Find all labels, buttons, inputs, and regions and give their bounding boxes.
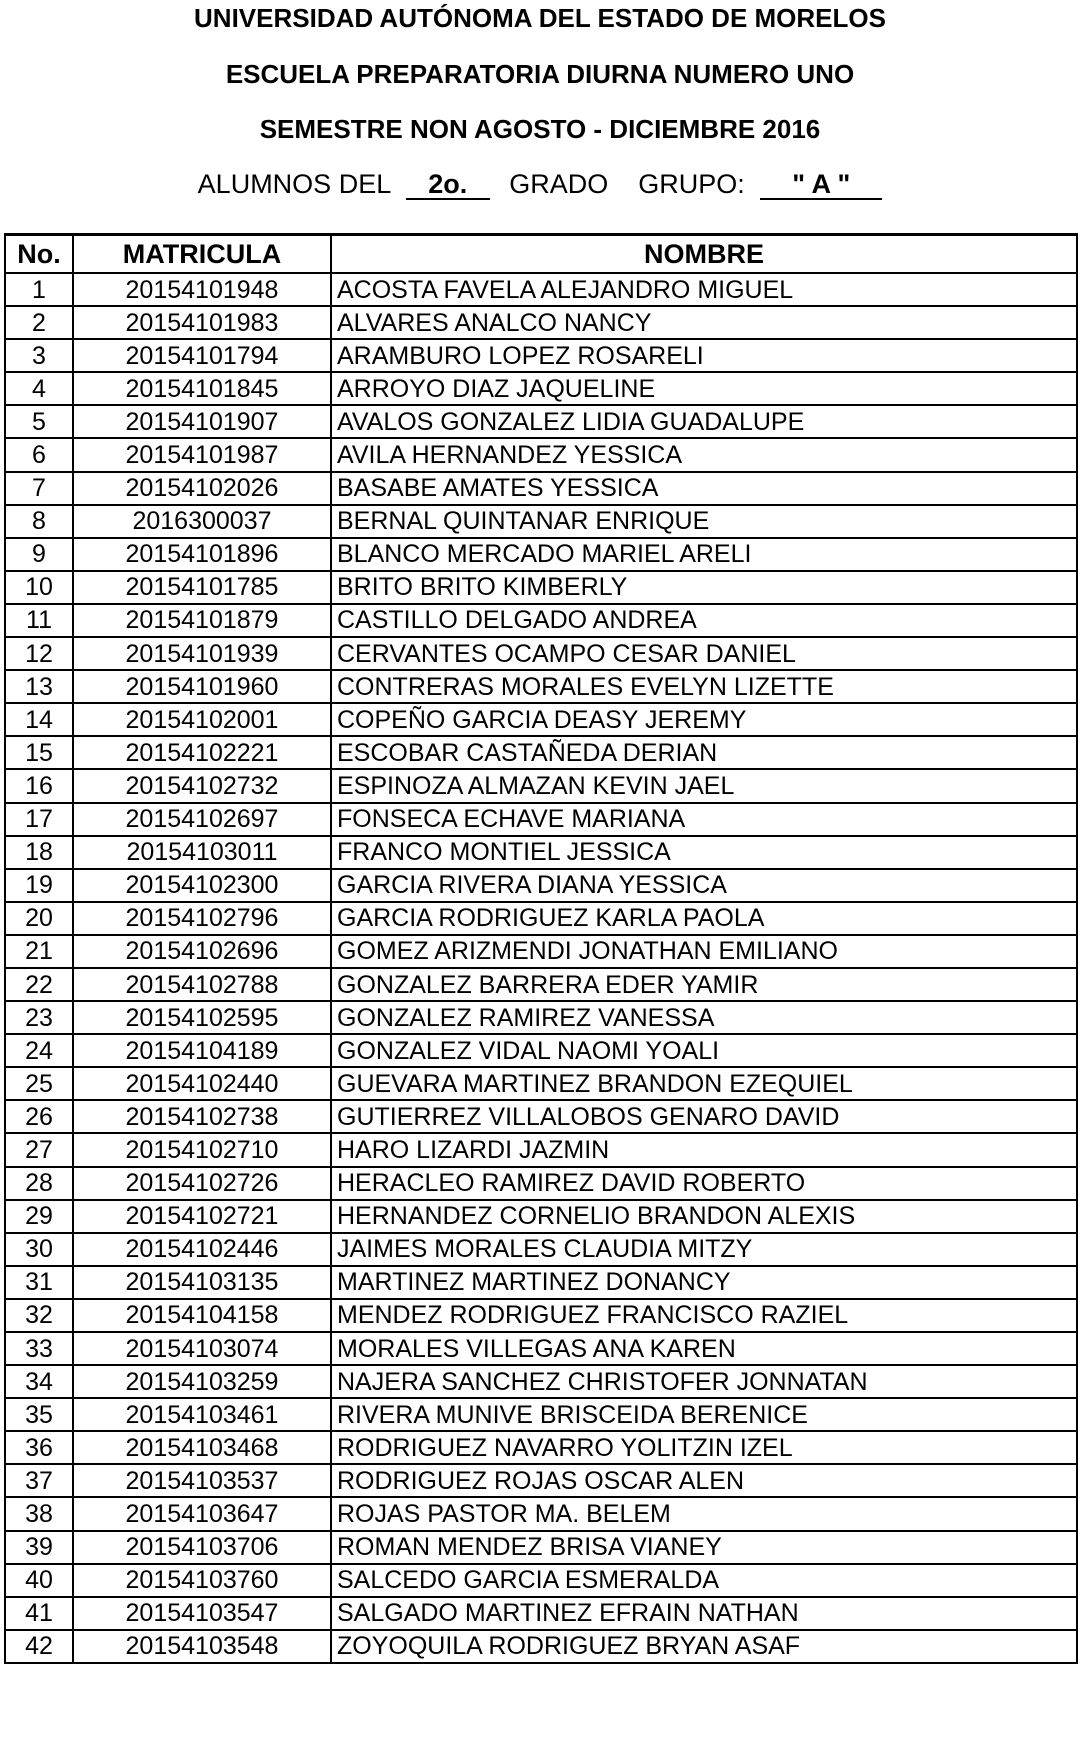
row-number: 9: [5, 538, 73, 571]
table-row: [5, 273, 1077, 306]
row-matricula: 20154102738: [73, 1100, 331, 1133]
row-matricula: 20154103011: [73, 836, 331, 869]
row-number: 4: [5, 372, 73, 405]
row-nombre: SALGADO MARTINEZ EFRAIN NATHAN: [331, 1597, 1077, 1630]
row-matricula: 20154102788: [73, 968, 331, 1001]
student-roster-table: [4, 233, 1078, 1664]
row-nombre: SALCEDO GARCIA ESMERALDA: [331, 1564, 1077, 1597]
row-nombre: BASABE AMATES YESSICA: [331, 472, 1077, 505]
column-header-no: No.: [5, 235, 73, 274]
table-header-row: [5, 235, 1077, 274]
students-label: ALUMNOS DEL: [197, 169, 391, 199]
row-nombre: ARAMBURO LOPEZ ROSARELI: [331, 339, 1077, 372]
table-row: [5, 1597, 1077, 1630]
table-row: [5, 1531, 1077, 1564]
semester-title: SEMESTRE NON AGOSTO - DICIEMBRE 2016: [259, 114, 821, 144]
table-row: [5, 637, 1077, 670]
row-number: 1: [5, 273, 73, 306]
table-row: [5, 1497, 1077, 1530]
row-matricula: 20154102696: [73, 935, 331, 968]
row-matricula: 20154101907: [73, 405, 331, 438]
row-number: 8: [5, 505, 73, 538]
school-title: ESCUELA PREPARATORIA DIURNA NUMERO UNO: [225, 59, 855, 89]
table-row: [5, 1630, 1077, 1663]
row-matricula: 20154101845: [73, 372, 331, 405]
row-nombre: JAIMES MORALES CLAUDIA MITZY: [331, 1233, 1077, 1266]
group-line: [0, 168, 1080, 200]
table-row: [5, 1034, 1077, 1067]
row-nombre: GUTIERREZ VILLALOBOS GENARO DAVID: [331, 1100, 1077, 1133]
row-nombre: CERVANTES OCAMPO CESAR DANIEL: [331, 637, 1077, 670]
row-matricula: 20154101987: [73, 438, 331, 471]
row-number: 20: [5, 902, 73, 935]
row-number: 30: [5, 1233, 73, 1266]
group-value: " A ": [760, 170, 882, 200]
row-nombre: HERACLEO RAMIREZ DAVID ROBERTO: [331, 1167, 1077, 1200]
table-row: [5, 538, 1077, 571]
table-row: [5, 935, 1077, 968]
row-nombre: ROJAS PASTOR MA. BELEM: [331, 1497, 1077, 1530]
row-nombre: AVILA HERNANDEZ YESSICA: [331, 438, 1077, 471]
row-number: 14: [5, 703, 73, 736]
row-nombre: GONZALEZ VIDAL NAOMI YOALI: [331, 1034, 1077, 1067]
row-matricula: 20154101794: [73, 339, 331, 372]
row-number: 39: [5, 1531, 73, 1564]
row-number: 38: [5, 1497, 73, 1530]
row-matricula: 20154103548: [73, 1630, 331, 1663]
row-nombre: ALVARES ANALCO NANCY: [331, 306, 1077, 339]
row-matricula: 20154101785: [73, 571, 331, 604]
table-row: [5, 1564, 1077, 1597]
row-matricula: 20154103547: [73, 1597, 331, 1630]
row-matricula: 20154102710: [73, 1133, 331, 1166]
row-nombre: MENDEZ RODRIGUEZ FRANCISCO RAZIEL: [331, 1299, 1077, 1332]
table-row: [5, 372, 1077, 405]
row-matricula: 2016300037: [73, 505, 331, 538]
row-number: 12: [5, 637, 73, 670]
row-nombre: ESPINOZA ALMAZAN KEVIN JAEL: [331, 769, 1077, 802]
row-nombre: GARCIA RIVERA DIANA YESSICA: [331, 869, 1077, 902]
column-header-nombre: NOMBRE: [331, 235, 1077, 274]
row-nombre: CASTILLO DELGADO ANDREA: [331, 604, 1077, 637]
row-nombre: AVALOS GONZALEZ LIDIA GUADALUPE: [331, 405, 1077, 438]
table-row: [5, 836, 1077, 869]
row-matricula: 20154103259: [73, 1365, 331, 1398]
row-nombre: GUEVARA MARTINEZ BRANDON EZEQUIEL: [331, 1067, 1077, 1100]
row-number: 3: [5, 339, 73, 372]
row-nombre: COPEÑO GARCIA DEASY JEREMY: [331, 703, 1077, 736]
row-number: 18: [5, 836, 73, 869]
row-nombre: GARCIA RODRIGUEZ KARLA PAOLA: [331, 902, 1077, 935]
row-number: 6: [5, 438, 73, 471]
row-nombre: GONZALEZ BARRERA EDER YAMIR: [331, 968, 1077, 1001]
row-number: 2: [5, 306, 73, 339]
row-matricula: 20154101939: [73, 637, 331, 670]
row-number: 13: [5, 670, 73, 703]
row-matricula: 20154101960: [73, 670, 331, 703]
row-matricula: 20154103647: [73, 1497, 331, 1530]
row-number: 34: [5, 1365, 73, 1398]
table-row: [5, 505, 1077, 538]
table-row: [5, 1067, 1077, 1100]
row-nombre: BRITO BRITO KIMBERLY: [331, 571, 1077, 604]
table-row: [5, 1133, 1077, 1166]
table-row: [5, 1100, 1077, 1133]
row-matricula: 20154103537: [73, 1464, 331, 1497]
row-nombre: RIVERA MUNIVE BRISCEIDA BERENICE: [331, 1398, 1077, 1431]
table-row: [5, 736, 1077, 769]
table-row: [5, 1167, 1077, 1200]
row-matricula: 20154102697: [73, 803, 331, 836]
table-row: [5, 571, 1077, 604]
row-nombre: FRANCO MONTIEL JESSICA: [331, 836, 1077, 869]
table-row: [5, 902, 1077, 935]
row-number: 16: [5, 769, 73, 802]
row-number: 42: [5, 1630, 73, 1663]
table-row: [5, 472, 1077, 505]
row-number: 26: [5, 1100, 73, 1133]
row-nombre: NAJERA SANCHEZ CHRISTOFER JONNATAN: [331, 1365, 1077, 1398]
row-nombre: RODRIGUEZ NAVARRO YOLITZIN IZEL: [331, 1431, 1077, 1464]
row-nombre: HERNANDEZ CORNELIO BRANDON ALEXIS: [331, 1200, 1077, 1233]
row-matricula: 20154103468: [73, 1431, 331, 1464]
row-nombre: HARO LIZARDI JAZMIN: [331, 1133, 1077, 1166]
row-matricula: 20154102721: [73, 1200, 331, 1233]
row-number: 19: [5, 869, 73, 902]
row-number: 23: [5, 1001, 73, 1034]
row-number: 24: [5, 1034, 73, 1067]
table-row: [5, 869, 1077, 902]
table-row: [5, 1464, 1077, 1497]
row-matricula: 20154103135: [73, 1266, 331, 1299]
row-number: 37: [5, 1464, 73, 1497]
column-header-matricula: MATRICULA: [73, 235, 331, 274]
table-row: [5, 703, 1077, 736]
row-matricula: 20154104189: [73, 1034, 331, 1067]
row-nombre: MARTINEZ MARTINEZ DONANCY: [331, 1266, 1077, 1299]
row-matricula: 20154102446: [73, 1233, 331, 1266]
group-label: GRUPO:: [638, 169, 745, 199]
row-nombre: MORALES VILLEGAS ANA KAREN: [331, 1332, 1077, 1365]
row-matricula: 20154102440: [73, 1067, 331, 1100]
row-number: 41: [5, 1597, 73, 1630]
row-number: 32: [5, 1299, 73, 1332]
row-matricula: 20154102726: [73, 1167, 331, 1200]
row-number: 15: [5, 736, 73, 769]
table-row: [5, 670, 1077, 703]
row-matricula: 20154102001: [73, 703, 331, 736]
row-matricula: 20154102026: [73, 472, 331, 505]
row-number: 36: [5, 1431, 73, 1464]
row-matricula: 20154102221: [73, 736, 331, 769]
table-row: [5, 769, 1077, 802]
table-row: [5, 1299, 1077, 1332]
table-row: [5, 405, 1077, 438]
row-nombre: FONSECA ECHAVE MARIANA: [331, 803, 1077, 836]
row-matricula: 20154102595: [73, 1001, 331, 1034]
table-row: [5, 1365, 1077, 1398]
university-title: UNIVERSIDAD AUTÓNOMA DEL ESTADO DE MORELOS: [194, 3, 886, 33]
row-nombre: RODRIGUEZ ROJAS OSCAR ALEN: [331, 1464, 1077, 1497]
row-number: 29: [5, 1200, 73, 1233]
table-row: [5, 339, 1077, 372]
row-nombre: ACOSTA FAVELA ALEJANDRO MIGUEL: [331, 273, 1077, 306]
row-number: 28: [5, 1167, 73, 1200]
table-row: [5, 968, 1077, 1001]
row-nombre: ESCOBAR CASTAÑEDA DERIAN: [331, 736, 1077, 769]
row-nombre: BLANCO MERCADO MARIEL ARELI: [331, 538, 1077, 571]
row-nombre: CONTRERAS MORALES EVELYN LIZETTE: [331, 670, 1077, 703]
table-row: [5, 1431, 1077, 1464]
grade-value: 2o.: [406, 170, 490, 200]
row-nombre: GONZALEZ RAMIREZ VANESSA: [331, 1001, 1077, 1034]
row-matricula: 20154102796: [73, 902, 331, 935]
row-matricula: 20154101948: [73, 273, 331, 306]
row-matricula: 20154104158: [73, 1299, 331, 1332]
row-matricula: 20154102732: [73, 769, 331, 802]
row-number: 7: [5, 472, 73, 505]
table-row: [5, 1398, 1077, 1431]
row-nombre: ROMAN MENDEZ BRISA VIANEY: [331, 1531, 1077, 1564]
row-matricula: 20154102300: [73, 869, 331, 902]
row-nombre: ARROYO DIAZ JAQUELINE: [331, 372, 1077, 405]
row-number: 31: [5, 1266, 73, 1299]
row-number: 17: [5, 803, 73, 836]
table-row: [5, 1001, 1077, 1034]
row-matricula: 20154101896: [73, 538, 331, 571]
table-row: [5, 438, 1077, 471]
row-number: 22: [5, 968, 73, 1001]
row-number: 10: [5, 571, 73, 604]
row-number: 35: [5, 1398, 73, 1431]
row-nombre: ZOYOQUILA RODRIGUEZ BRYAN ASAF: [331, 1630, 1077, 1663]
row-matricula: 20154103074: [73, 1332, 331, 1365]
table-row: [5, 604, 1077, 637]
row-matricula: 20154101983: [73, 306, 331, 339]
grade-label: GRADO: [509, 169, 609, 199]
row-number: 25: [5, 1067, 73, 1100]
table-row: [5, 1332, 1077, 1365]
row-nombre: GOMEZ ARIZMENDI JONATHAN EMILIANO: [331, 935, 1077, 968]
row-number: 11: [5, 604, 73, 637]
row-matricula: 20154103760: [73, 1564, 331, 1597]
table-row: [5, 803, 1077, 836]
row-number: 40: [5, 1564, 73, 1597]
table-row: [5, 1200, 1077, 1233]
row-matricula: 20154101879: [73, 604, 331, 637]
row-number: 33: [5, 1332, 73, 1365]
row-matricula: 20154103706: [73, 1531, 331, 1564]
row-matricula: 20154103461: [73, 1398, 331, 1431]
table-row: [5, 1233, 1077, 1266]
table-row: [5, 306, 1077, 339]
row-number: 21: [5, 935, 73, 968]
row-nombre: BERNAL QUINTANAR ENRIQUE: [331, 505, 1077, 538]
table-row: [5, 1266, 1077, 1299]
row-number: 27: [5, 1133, 73, 1166]
row-number: 5: [5, 405, 73, 438]
table-body: [5, 273, 1077, 1663]
